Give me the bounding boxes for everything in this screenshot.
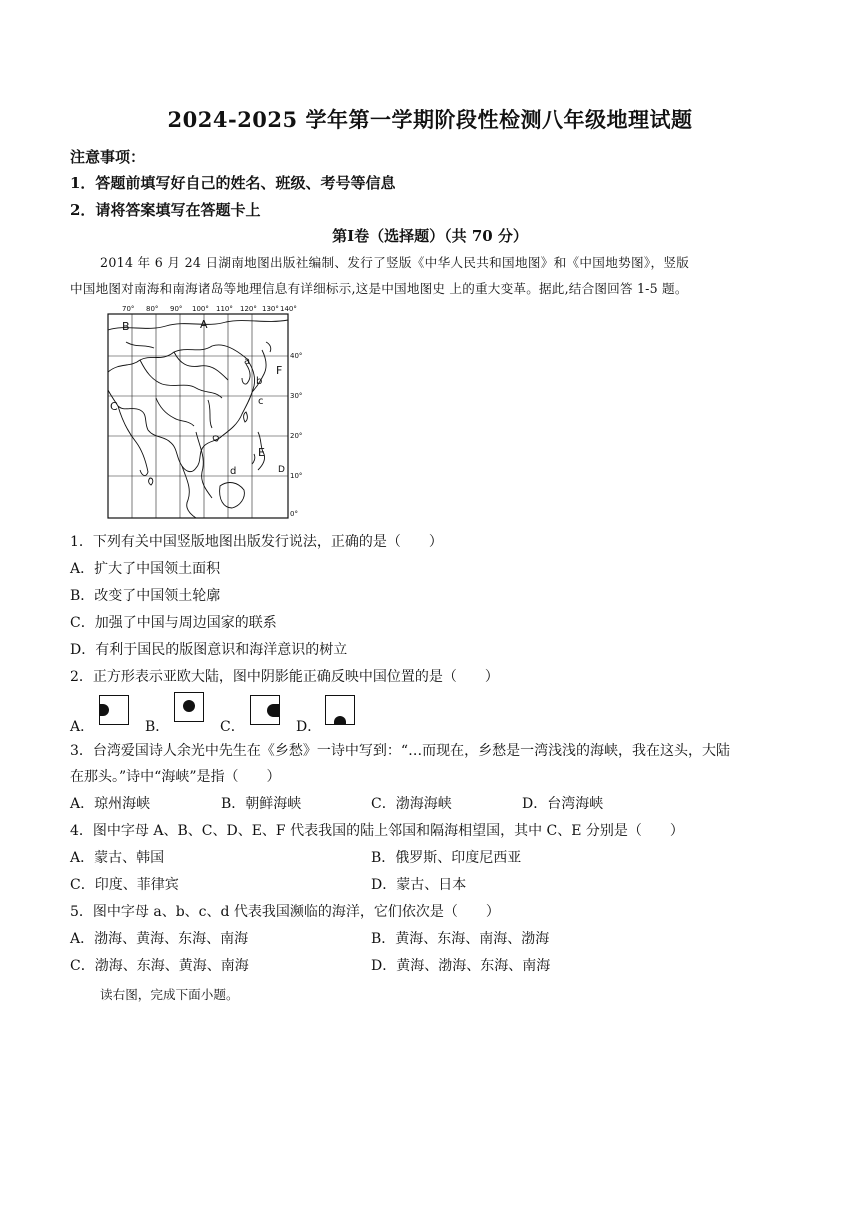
map-letter-D: D (278, 465, 285, 475)
q1-option-d: D．有利于国民的版图意识和海洋意识的树立 (70, 642, 348, 658)
map-letter-C: C (110, 400, 118, 413)
lon-label: 100° (192, 305, 209, 313)
note-item-1: 1．答题前填写好自己的姓名、班级、考号等信息 (70, 174, 396, 192)
q3-option-c: C．渤海海峡 (371, 796, 452, 812)
q3-stem-line-1: 3．台湾爱国诗人余光中先生在《乡愁》一诗中写到：“…而现在，乡愁是一湾浅浅的海峡，我在这头，大陆 (70, 743, 731, 759)
map-letter-a: a (244, 356, 251, 367)
q4-option-c: C．印度、菲律宾 (70, 877, 179, 893)
lon-label: 70° (122, 305, 135, 313)
asia-map-figure (96, 302, 306, 522)
q1-option-b: B．改变了中国领土轮廓 (70, 588, 221, 604)
page-title: 2024-2025 学年第一学期阶段性检测八年级地理试题 (167, 107, 693, 132)
q2-label-a: A． (70, 719, 95, 735)
q4-stem: 4．图中字母 A、B、C、D、E、F 代表我国的陆上邻国和隔海相望国，其中 C、E 分别是（ ） (70, 823, 684, 839)
intro-line-2: 中国地图对南海和南海诸岛等地理信息有详细标示,这是中国地图史 上的重大变革。据此,结合图回答 1-5 题。 (70, 281, 688, 296)
q1-option-a: A．扩大了中国领土面积 (70, 561, 221, 577)
q2-label-b: B． (145, 719, 170, 735)
q2-square-a (99, 695, 129, 725)
lat-label: 30° (290, 392, 303, 400)
map-letter-F: F (276, 364, 283, 377)
q5-option-d: D．黄海、渤海、东海、南海 (371, 958, 551, 974)
notes-heading: 注意事项： (70, 148, 146, 166)
q5-stem: 5．图中字母 a、b、c、d 代表我国濒临的海洋，它们依次是（ ） (70, 904, 500, 920)
lat-label: 10° (290, 472, 303, 480)
q5-option-c: C．渤海、东海、黄海、南海 (70, 958, 249, 974)
q1-option-c: C．加强了中国与周边国家的联系 (70, 615, 277, 631)
q2-square-b (174, 692, 204, 722)
note-item-2: 2．请将答案填写在答题卡上 (70, 201, 261, 219)
q4-option-a: A．蒙古、韩国 (70, 850, 165, 866)
intro-line-1: 2014 年 6 月 24 日湖南地图出版社编制、发行了竖版《中华人民共和国地图》和《中国地势图》，竖版 (100, 255, 690, 270)
q2-square-c (250, 695, 280, 725)
map-letter-B: B (122, 320, 130, 333)
section-title: 第Ⅰ卷（选择题）（共 70 分） (332, 227, 528, 245)
q5-option-a: A．渤海、黄海、东海、南海 (70, 931, 249, 947)
q3-stem-line-2: 在那头。”诗中“海峡”是指（ ） (70, 769, 281, 785)
lon-label: 130° (262, 305, 279, 313)
lon-label: 110° (216, 305, 233, 313)
lat-label: 0° (290, 510, 298, 518)
q3-option-d: D．台湾海峡 (522, 796, 604, 812)
map-letter-A: A (200, 318, 208, 331)
q2-shade-d (334, 716, 346, 724)
lon-label: 120° (240, 305, 257, 313)
q2-shade-b (183, 700, 195, 712)
lon-label: 140° (280, 305, 297, 313)
q2-square-d (325, 695, 355, 725)
q2-label-d: D． (296, 719, 322, 735)
q3-option-a: A．琼州海峡 (70, 796, 151, 812)
map-letter-b: b (256, 376, 263, 387)
q2-shade-c (267, 704, 279, 717)
lat-label: 40° (290, 352, 303, 360)
q2-shade-a (99, 704, 109, 716)
q2-stem: 2．正方形表示亚欧大陆，图中阴影能正确反映中国位置的是（ ） (70, 669, 499, 685)
q5-option-b: B．黄海、东海、南海、渤海 (371, 931, 550, 947)
q3-option-b: B．朝鲜海峡 (221, 796, 302, 812)
lon-label: 90° (170, 305, 183, 313)
q1-stem: 1．下列有关中国竖版地图出版发行说法，正确的是（ ） (70, 534, 443, 550)
lon-label: 80° (146, 305, 159, 313)
q4-option-d: D．蒙古、日本 (371, 877, 467, 893)
map-letter-d: d (230, 466, 237, 477)
q4-option-b: B．俄罗斯、印度尼西亚 (371, 850, 522, 866)
asia-map (96, 302, 306, 522)
lat-label: 20° (290, 432, 303, 440)
read-note: 读右图，完成下面小题。 (100, 987, 239, 1002)
q2-label-c: C． (220, 719, 245, 735)
map-letter-E: E (258, 446, 265, 459)
map-letter-c: c (258, 396, 264, 407)
